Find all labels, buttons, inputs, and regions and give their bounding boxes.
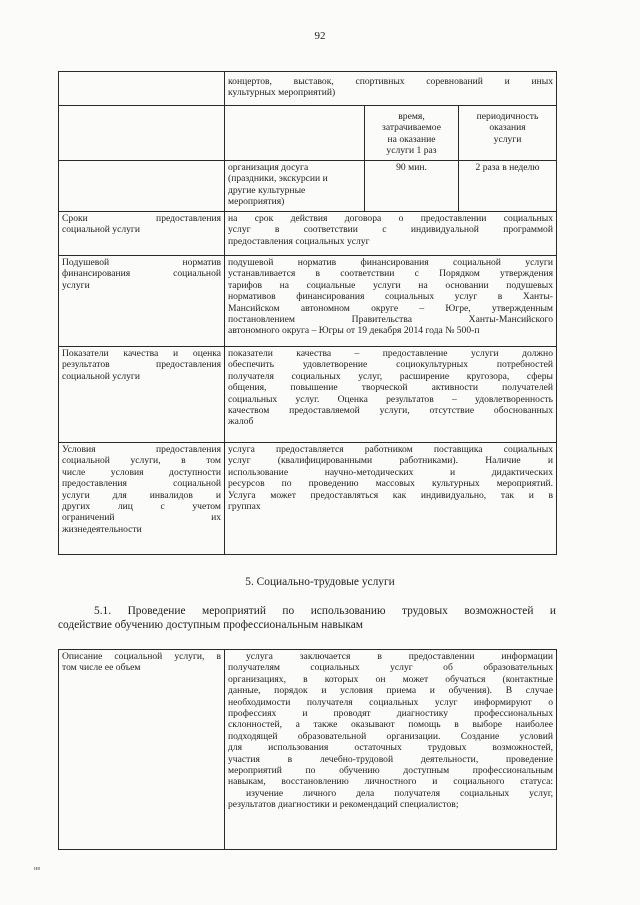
service-description-table	[58, 649, 557, 850]
row-span-cell	[59, 106, 225, 161]
header-time: время, затрачиваемое на оказание услуги 1 раз	[365, 106, 459, 161]
activity-time: 90 мин.	[365, 161, 459, 212]
row-value-financing: подушевой норматив финансирования социальной услуги устанавливается в соответствии с Порядком утверждения тарифов на социальные услуги на основании подушевых нормативов финансирования социальных услуг в Ханты- Мансийском автономном округе – Югре, утвержденным постановлением Правительства Ханты-Мансийского автономного округа – Югры от 19 декабря 2014 года № 500-п	[225, 256, 557, 347]
row-label-financing: Подушевой норматив финансирования социальной услуги	[59, 256, 225, 347]
row-span-cell	[59, 72, 225, 106]
activity-name: организация досуга (праздники, экскурсии и другие культурные мероприятия)	[225, 161, 365, 212]
row-span-cell	[59, 161, 225, 212]
footer-mark: ив	[34, 866, 41, 872]
row0-text: концертов, выставок, спортивных соревнований и иных культурных мероприятий)	[225, 72, 557, 106]
row-value-terms: на срок действия договора о предоставлении социальных услуг в соответствии с индивидуальной программой предоставления социальных услуг	[225, 212, 557, 256]
subsection-title: 5.1. Проведение мероприятий по использованию трудовых возможностей и содействие обучению доступным профессиональным навыкам	[58, 605, 556, 631]
description-label: Описание социальной услуги, в том числе ее объем	[59, 650, 225, 850]
row-label-terms: Сроки предоставления социальной услуги	[59, 212, 225, 256]
row-label-conditions: Условия предоставления социальной услуги, в том числе условия доступности предоставления социальной услуги для инвалидов и других лиц с учетом ограничений их жизнедеятельности	[59, 443, 225, 555]
row-label-quality: Показатели качества и оценка результатов предоставления социальной услуги	[59, 347, 225, 443]
service-table-continued	[58, 71, 557, 555]
section-title: 5. Социально-трудовые услуги	[245, 576, 395, 588]
row-value-quality: показатели качества – предоставление услуги должно обеспечить удовлетворение социокультурных потребностей получателя социальных услуг, расширение кругозора, сферы общения, повышение творческой активности получателей социальных услуг. Оценка результатов – удовлетворенность качеством предоставляемой услуги, отсутствие обоснованных жалоб	[225, 347, 557, 443]
description-value: услуга заключается в предоставлении информации получателям социальных услуг об образовательных организациях, в которых он может обучаться (контактные данные, порядок и условия приема и обучения). В случае необходимости получателя социальных услуг информируют о профессиях и проводят диагностику профессиональных склонностей, а также оказывают помощь в выборе наиболее подходящей образовательной организации. Создание условий для использования остаточных трудовых возможностей, участия в лечебно-трудовой деятельности, проведение мероприятий по обучению доступным профессиональным навыкам, восстановлению личностного и социального статуса: изучение личного дела получателя социальных услуг, результатов диагностики и рекомендаций специалистов;	[225, 650, 557, 850]
page-number: 92	[314, 30, 326, 42]
header-frequency: периодичность оказания услуги	[459, 106, 557, 161]
header-empty	[225, 106, 365, 161]
row-value-conditions: услуга предоставляется работником поставщика социальных услуг (квалифицированными работниками). Наличие и использование научно-методических и дидактических ресурсов по проведению массовых культурных мероприятий. Услуга может предоставляться как индивидуально, так и в группах	[225, 443, 557, 555]
activity-frequency: 2 раза в неделю	[459, 161, 557, 212]
